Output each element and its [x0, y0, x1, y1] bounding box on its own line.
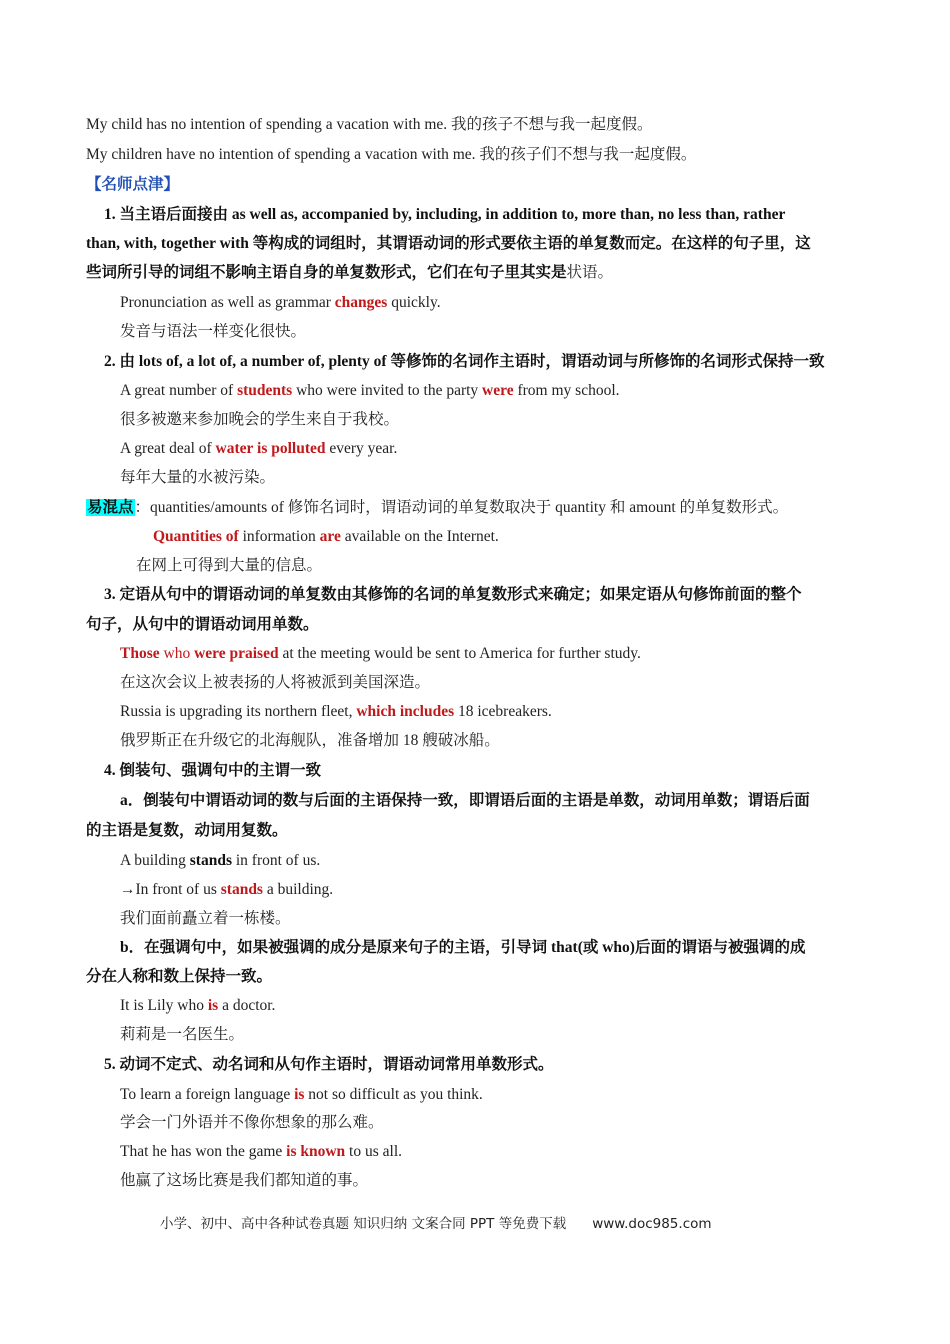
- rule-4a-line-2: 的主语是复数，动词用复数。: [86, 822, 288, 839]
- rule-4b-line-1: b．在强调句中，如果被强调的成分是原来句子的主语，引导词 that(或 who)后面的谓语与被强调的成: [120, 939, 806, 956]
- rule-3-line-2: 句子，从句中的谓语动词用单数。: [86, 616, 319, 633]
- rule-2-example-2: [120, 439, 397, 459]
- rule-1-line-3-end: 状语。: [566, 264, 614, 281]
- highlighted-verb: is known: [286, 1143, 346, 1160]
- example-text: Pronunciation as well as grammar: [120, 294, 335, 311]
- rule-5-example-1: [120, 1085, 483, 1105]
- highlighted-phrase: water is polluted: [215, 440, 326, 457]
- highlighted-verb: were praised: [194, 645, 279, 662]
- intro-line-1: My child has no intention of spending a vacation with me. 我的孩子不想与我一起度假。: [86, 116, 653, 133]
- confusion-translation: 在网上可得到大量的信息。: [136, 557, 323, 574]
- rule-2-title: 2. 由 lots of, a lot of, a number of, plenty of 等修饰的名词作主语时，谓语动词与所修饰的名词形式保持一致: [104, 353, 825, 370]
- bold-verb: stands: [189, 852, 232, 869]
- highlighted-verb: stands: [220, 881, 263, 898]
- rule-4-title: 4. 倒装句、强调句中的主谓一致: [104, 762, 322, 779]
- example-text: at the meeting would be sent to America for further study.: [278, 645, 641, 662]
- rule-5-translation-1: 学会一门外语并不像你想象的那么难。: [120, 1114, 384, 1131]
- example-text: It is Lily who: [120, 997, 208, 1014]
- rule-3-line-1: 3. 定语从句中的谓语动词的单复数由其修饰的名词的单复数形式来确定；如果定语从句修饰前面的整个: [104, 586, 802, 603]
- confusion-label: 易混点: [87, 499, 134, 516]
- highlighted-word: Those: [120, 645, 160, 662]
- highlighted-verb: are: [319, 528, 341, 545]
- example-text: a building.: [262, 881, 334, 898]
- example-text: A great number of: [120, 382, 238, 399]
- example-text: information: [238, 528, 320, 545]
- rule-1-line-3: [86, 263, 613, 283]
- rule-2-translation-1: 很多被邀来参加晚会的学生来自于我校。: [120, 411, 400, 428]
- example-text: A great deal of: [120, 440, 216, 457]
- section-heading: 【名师点津】: [86, 176, 180, 193]
- example-text: who were invited to the party: [292, 382, 483, 399]
- example-text: A building: [120, 852, 190, 869]
- rule-5-translation-2: 他赢了这场比赛是我们都知道的事。: [120, 1172, 369, 1189]
- example-text: a doctor.: [218, 997, 276, 1014]
- example-text: Russia is upgrading its northern fleet,: [120, 703, 357, 720]
- confusion-text: ：quantities/amounts of 修饰名词时，谓语动词的单复数取决于 quantity 和 amount 的单复数形式。: [134, 499, 789, 516]
- rule-1-line-3-text: 些词所引导的词组不影响主语自身的单复数形式，它们在句子里其实是: [86, 264, 567, 281]
- example-text: That he has won the game: [120, 1143, 287, 1160]
- example-text: from my school.: [513, 382, 620, 399]
- rule-1-line-1: 1. 当主语后面接由 as well as, accompanied by, including, in addition to, more than, no less than, rather: [104, 206, 786, 223]
- rule-4-example-1: [120, 851, 320, 871]
- highlighted-verb: is: [294, 1086, 305, 1103]
- footer-text: 小学、初中、高中各种试卷真题 知识归纳 文案合同 PPT 等免费下载: [160, 1216, 567, 1232]
- rule-3-translation-1: 在这次会议上被表扬的人将被派到美国深造。: [120, 674, 431, 691]
- rule-1-line-2: than, with, together with 等构成的词组时，其谓语动词的形式要依主语的单复数而定。在这样的句子里，这: [86, 235, 811, 252]
- rule-5-example-2: [120, 1142, 402, 1162]
- rule-1-example: [120, 293, 441, 313]
- highlighted-verb: were: [482, 382, 514, 399]
- relative-pronoun: who: [159, 645, 195, 662]
- highlighted-verb: is: [207, 997, 219, 1014]
- rule-2-translation-2: 每年大量的水被污染。: [120, 469, 276, 486]
- rule-3-example-2: [120, 702, 552, 722]
- footer-url[interactable]: www.doc985.com: [592, 1216, 712, 1232]
- confusion-example: [153, 527, 499, 547]
- rule-5-title: 5. 动词不定式、动名词和从句作主语时，谓语动词常用单数形式。: [104, 1056, 554, 1073]
- page-footer: [160, 1212, 712, 1232]
- example-text: quickly.: [387, 294, 441, 311]
- example-text: To learn a foreign language: [120, 1086, 295, 1103]
- example-text: to us all.: [345, 1143, 403, 1160]
- rule-1-translation: 发音与语法一样变化很快。: [120, 323, 307, 340]
- rule-4-translation-2: 莉莉是一名医生。: [120, 1026, 245, 1043]
- highlighted-phrase: which includes: [356, 703, 455, 720]
- example-text: 18 icebreakers.: [454, 703, 552, 720]
- confusion-point: [86, 498, 788, 518]
- rule-2-example-1: [120, 381, 620, 401]
- rule-3-translation-2: 俄罗斯正在升级它的北海舰队，准备增加 18 艘破冰船。: [120, 732, 500, 749]
- rule-4b-line-2: 分在人称和数上保持一致。: [86, 968, 273, 985]
- rule-4-example-3: [120, 996, 275, 1016]
- example-text: →In front of us: [120, 881, 221, 898]
- intro-line-2: My children have no intention of spending a vacation with me. 我的孩子们不想与我一起度假。: [86, 146, 697, 163]
- highlighted-noun: students: [237, 382, 293, 399]
- rule-4a-line-1: a．倒装句中谓语动词的数与后面的主语保持一致，即谓语后面的主语是单数，动词用单数；谓语后面: [120, 792, 810, 809]
- example-text: available on the Internet.: [340, 528, 499, 545]
- example-text: every year.: [325, 440, 398, 457]
- example-text: not so difficult as you think.: [304, 1086, 483, 1103]
- highlighted-verb: changes: [334, 294, 388, 311]
- rule-3-example-1: [120, 644, 641, 664]
- rule-4-translation-1: 我们面前矗立着一栋楼。: [120, 910, 291, 927]
- example-text: in front of us.: [231, 852, 321, 869]
- highlighted-phrase: Quantities of: [153, 528, 239, 545]
- rule-4-example-2: [120, 880, 333, 900]
